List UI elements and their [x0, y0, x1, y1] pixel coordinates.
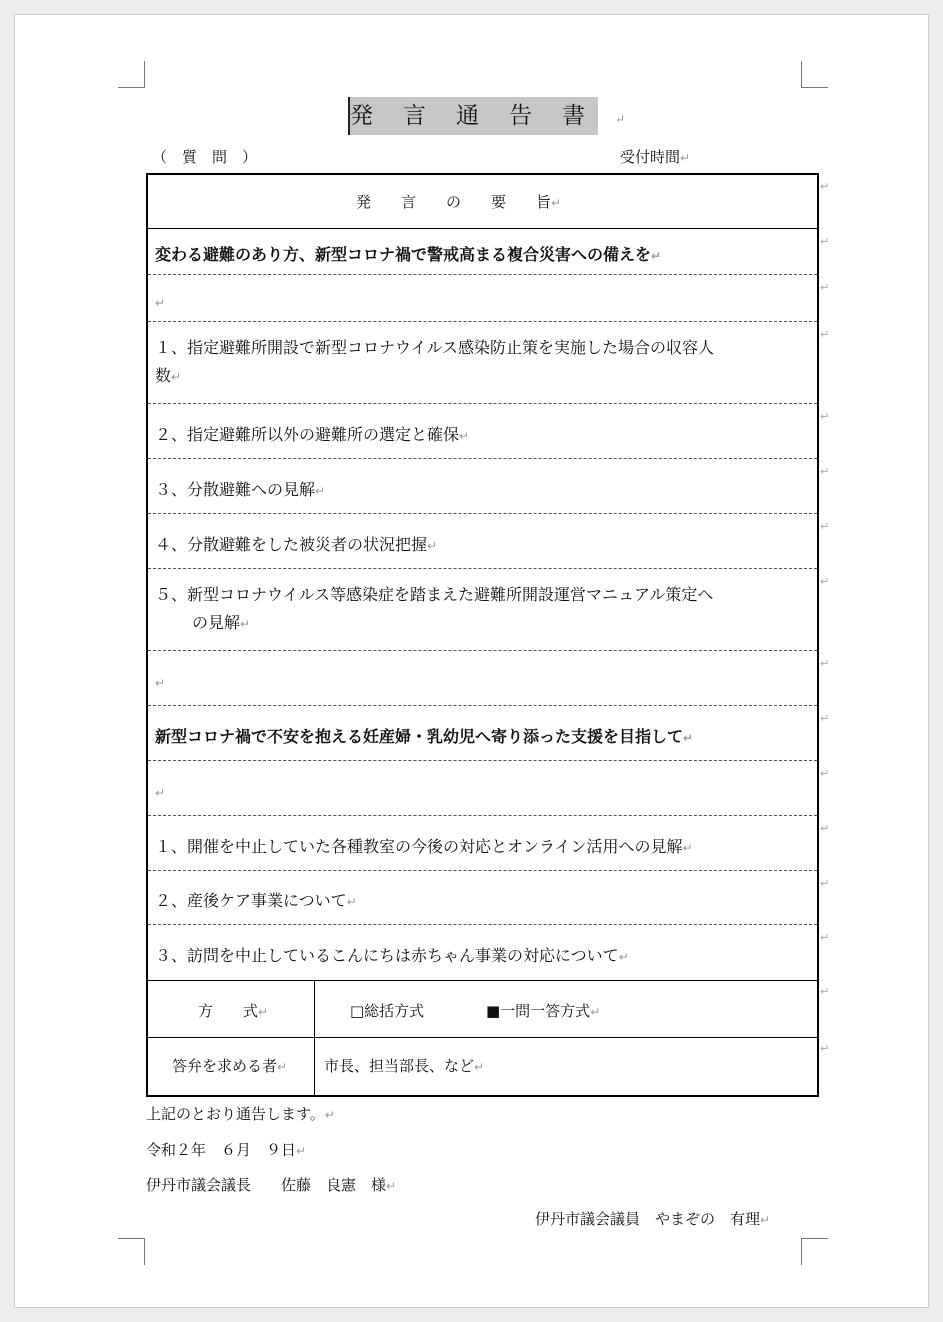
notice-text: 上記のとおり通告します。: [146, 1105, 325, 1123]
paragraph-mark: ↵: [324, 1108, 335, 1122]
table-row: [148, 404, 817, 459]
summary-table: [146, 173, 819, 1097]
row-text: [155, 241, 661, 270]
right-margin-paragraph-mark: ↵: [820, 657, 830, 670]
right-margin-paragraph-mark: ↵: [820, 767, 830, 780]
sender-text: 伊丹市議会議員 やまぞの 有理: [535, 1210, 761, 1228]
right-margin-paragraph-mark: ↵: [820, 575, 830, 588]
row-text: [155, 887, 357, 916]
row-text-line2: 数: [155, 366, 172, 385]
paragraph-mark: ↵: [346, 895, 357, 909]
paragraph-mark: ↵: [427, 539, 438, 553]
row-text-line2: の見解: [192, 613, 241, 632]
row-text: [155, 476, 325, 505]
row-text: [155, 833, 693, 862]
right-margin-paragraph-mark: ↵: [820, 877, 830, 890]
paragraph-mark: ↵: [474, 1060, 485, 1074]
answer-label: 答弁を求める者: [172, 1057, 278, 1075]
addressee-text: 伊丹市議会議長 佐藤 良憲 様: [146, 1176, 387, 1194]
paragraph-mark: ↵: [296, 1144, 307, 1158]
row-text: [155, 668, 165, 697]
row-text: [155, 288, 165, 317]
paragraph-mark: ↵: [459, 429, 470, 443]
table-row: [148, 569, 817, 651]
right-margin-paragraph-mark: ↵: [820, 985, 830, 998]
paragraph-mark: ↵: [258, 1005, 269, 1019]
row-text: [155, 723, 693, 752]
document-title[interactable]: [348, 97, 626, 135]
row-text-line1: １、開催を中止していた各種教室の今後の対応とオンライン活用への見解: [155, 837, 683, 856]
crop-mark-top-right: [801, 61, 828, 88]
right-margin-paragraph-mark: ↵: [820, 931, 830, 944]
paragraph-mark: ↵: [386, 1179, 397, 1193]
row-text-line1: ４、分散避難をした被災者の状況把握: [155, 535, 428, 554]
reception-text: 受付時間: [620, 148, 681, 166]
table-row: [148, 514, 817, 569]
sender-line: [535, 1208, 770, 1229]
paragraph-mark: ↵: [171, 370, 182, 384]
paragraph-mark: ↵: [155, 296, 166, 310]
table-row: [148, 229, 817, 275]
row-text-line1: ３、分散避難への見解: [155, 480, 316, 499]
right-margin-paragraph-mark: ↵: [820, 281, 830, 294]
paragraph-mark: ↵: [590, 1005, 601, 1019]
category-label: [152, 146, 257, 167]
answer-row: [148, 1038, 817, 1095]
category-text: （ 質 問 ）: [152, 148, 258, 166]
paragraph-mark: ↵: [155, 676, 166, 690]
table-row: [148, 871, 817, 925]
right-margin-paragraph-mark: ↵: [820, 180, 830, 193]
row-text-line1: ５、新型コロナウイルス等感染症を踏まえた避難所開設運営マニュアル策定へ: [155, 585, 714, 604]
row-text: [155, 531, 437, 560]
table-row: [148, 459, 817, 514]
crop-mark-top-left: [118, 61, 145, 88]
method-option-qa[interactable]: ■一問一答方式: [486, 1002, 591, 1020]
answer-value: 市長、担当部長、など: [324, 1057, 475, 1075]
table-row: [148, 322, 817, 404]
right-margin-paragraph-mark: ↵: [820, 822, 830, 835]
paragraph-mark: ↵: [240, 617, 251, 631]
table-header-text: 発 言 の 要 旨: [356, 193, 552, 211]
paragraph-mark: ↵: [615, 112, 626, 126]
right-margin-paragraph-mark: ↵: [820, 520, 830, 533]
document-title-text: 発言通告書: [350, 103, 615, 129]
table-header-row: [148, 175, 817, 229]
row-text: [155, 421, 469, 450]
right-margin-paragraph-mark: ↵: [820, 1042, 830, 1055]
right-margin-paragraph-mark: ↵: [820, 712, 830, 725]
right-margin-paragraph-mark: ↵: [820, 465, 830, 478]
method-option-summary[interactable]: □総括方式: [350, 1002, 425, 1020]
paragraph-mark: ↵: [618, 950, 629, 964]
row-text-line1: 変わる避難のあり方、新型コロナ禍で警戒高まる複合災害への備えを: [155, 245, 652, 264]
paragraph-mark: ↵: [315, 484, 326, 498]
row-text-line1: ２、産後ケア事業について: [155, 891, 347, 910]
notice-line: [146, 1103, 335, 1124]
row-text: [155, 942, 629, 971]
row-text-line1: ３、訪問を中止しているこんにちは赤ちゃん事業の対応について: [155, 946, 619, 965]
table-row: [148, 925, 817, 981]
reception-time-label: [620, 146, 690, 167]
paragraph-mark: ↵: [651, 249, 662, 263]
row-text: [155, 778, 165, 807]
paragraph-mark: ↵: [683, 731, 694, 745]
row-text-line1: 新型コロナ禍で不安を抱える妊産婦・乳幼児へ寄り添った支援を目指して: [155, 727, 684, 746]
crop-mark-bottom-left: [118, 1238, 145, 1265]
table-row: [148, 816, 817, 871]
paragraph-mark: ↵: [680, 151, 691, 165]
column-divider: [314, 981, 315, 1095]
table-row: [148, 706, 817, 761]
row-text: [155, 581, 713, 638]
paragraph-mark: ↵: [551, 196, 562, 210]
table-row: [148, 275, 817, 322]
table-row: [148, 651, 817, 706]
right-margin-paragraph-mark: ↵: [820, 235, 830, 248]
table-row: [148, 761, 817, 816]
paragraph-mark: ↵: [155, 786, 166, 800]
right-margin-paragraph-mark: ↵: [820, 410, 830, 423]
method-row: [148, 981, 817, 1038]
row-text-line1: ２、指定避難所以外の避難所の選定と確保: [155, 425, 460, 444]
addressee-line: [146, 1174, 396, 1195]
paragraph-mark: ↵: [760, 1213, 771, 1227]
row-text: [155, 334, 714, 391]
crop-mark-bottom-right: [801, 1238, 828, 1265]
right-margin-paragraph-mark: ↵: [820, 328, 830, 341]
date-text: 令和２年 ６月 ９日: [146, 1141, 297, 1159]
paragraph-mark: ↵: [682, 841, 693, 855]
row-text-line1: １、指定避難所開設で新型コロナウイルス感染防止策を実施した場合の収容人: [155, 338, 715, 357]
method-label: 方 式: [198, 1002, 259, 1020]
date-line: [146, 1139, 306, 1160]
paragraph-mark: ↵: [277, 1060, 288, 1074]
